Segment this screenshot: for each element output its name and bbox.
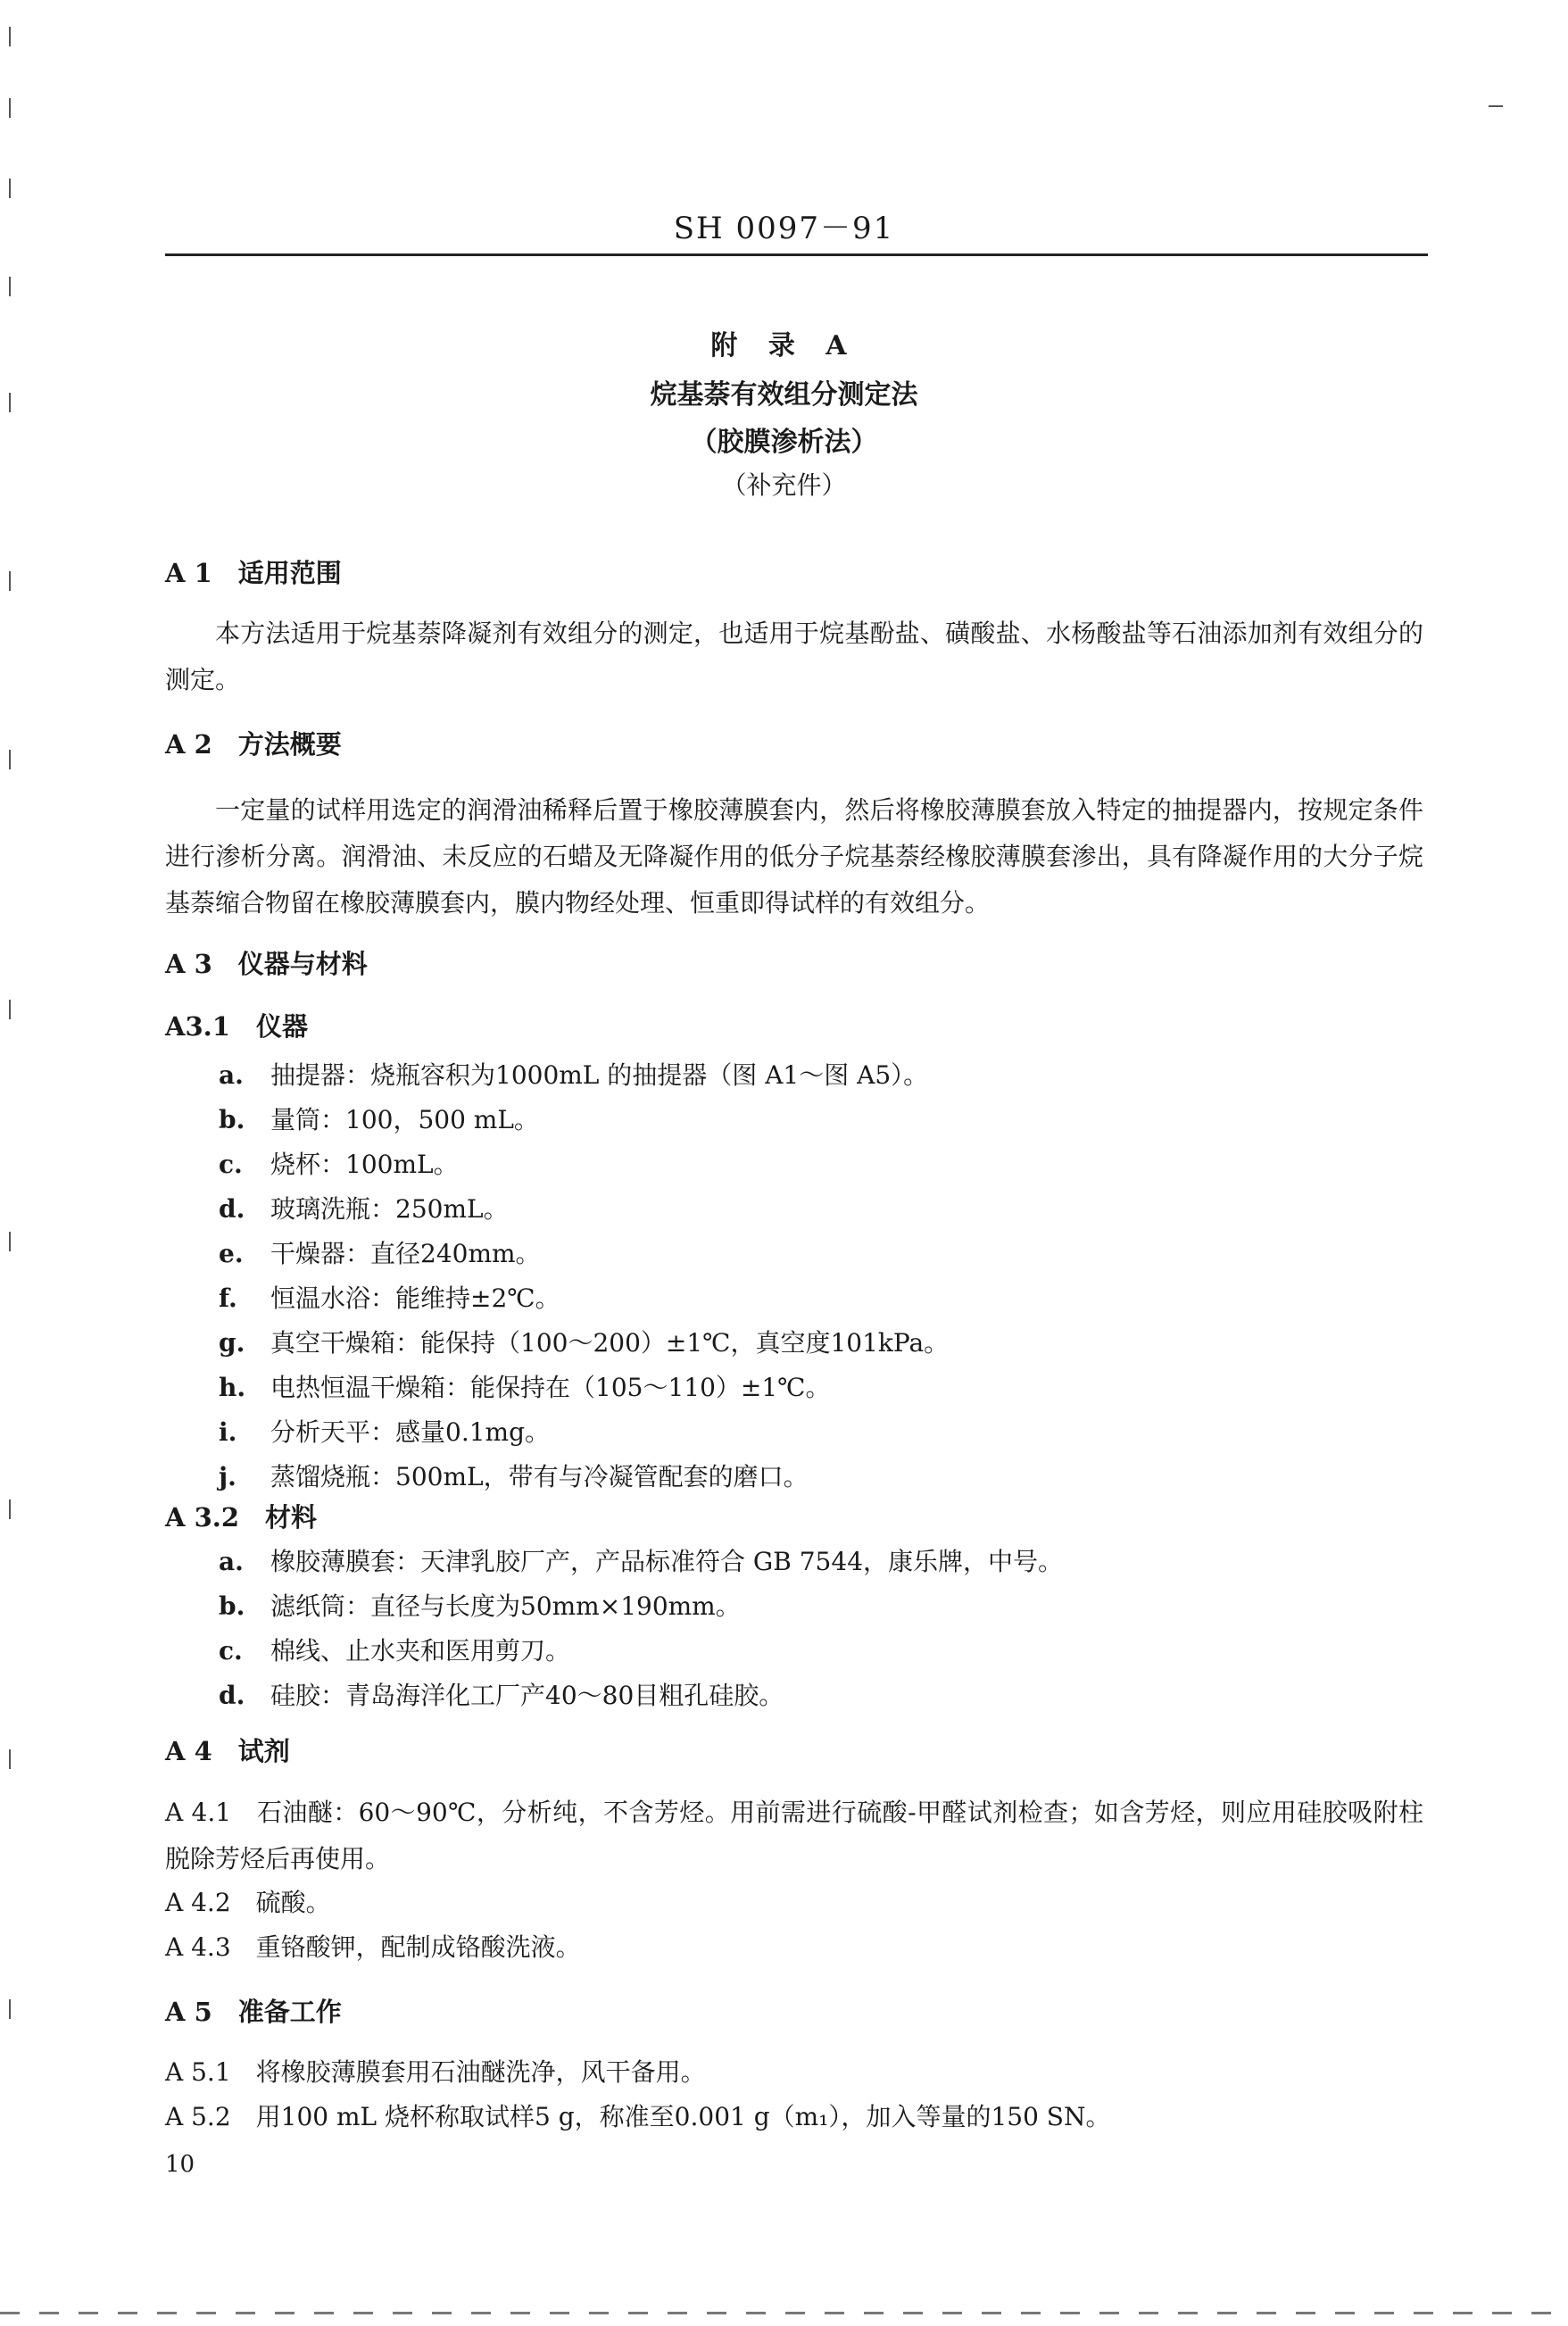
reagent-a43: A 4.3 重铬酸钾，配制成铬酸洗液。: [165, 1932, 581, 1962]
item-key: i.: [219, 1417, 237, 1447]
instrument-item: [219, 1368, 831, 1404]
section-a3-heading: A 3 仪器与材料: [165, 949, 368, 979]
scan-edge-mark: [9, 1749, 11, 1769]
item-key: g.: [219, 1328, 245, 1358]
material-item: [219, 1676, 784, 1712]
scan-edge-mark: [9, 98, 11, 118]
instrument-item: [219, 1279, 560, 1315]
item-key: h.: [219, 1373, 246, 1402]
section-a4-heading: A 4 试剂: [165, 1736, 290, 1766]
instrument-item: [219, 1190, 509, 1225]
instrument-item: [219, 1101, 539, 1136]
item-text: 干燥器：直径240mm。: [270, 1239, 541, 1268]
reagent-a41: A 4.1 石油醚：60～90℃，分析纯，不含芳烃。用前需进行硫酸-甲醛试剂检查；如含芳烃，则应用硅胶吸附柱脱除芳烃后再使用。: [165, 1798, 1423, 1873]
material-item: [219, 1542, 1063, 1578]
item-text: 棉线、止水夹和医用剪刀。: [270, 1636, 571, 1666]
item-key: d.: [219, 1681, 245, 1710]
section-a4-1: [165, 1790, 1423, 1882]
scan-edge-mark: [9, 179, 11, 198]
section-a2-body: [165, 787, 1423, 926]
appendix-title: 附 录 A: [710, 330, 858, 361]
standard-code-header: SH 0097－91: [673, 211, 895, 246]
item-text: 硅胶：青岛海洋化工厂产40～80目粗孔硅胶。: [270, 1681, 784, 1710]
scan-edge-mark: [9, 277, 11, 296]
main-title: 烷基萘有效组分测定法: [650, 379, 918, 411]
item-key: j.: [219, 1462, 236, 1491]
item-text: 蒸馏烧瓶：500mL，带有与冷凝管配套的磨口。: [270, 1462, 809, 1491]
scan-edge-mark: [1489, 105, 1503, 107]
item-text: 量筒：100，500 mL。: [270, 1105, 539, 1134]
method-subtitle: （胶膜渗析法）: [690, 427, 878, 458]
item-text: 恒温水浴：能维持±2℃。: [270, 1283, 560, 1313]
item-text: 橡胶薄膜套：天津乳胶厂产，产品标准符合 GB 7544，康乐牌，中号。: [270, 1547, 1064, 1576]
prep-a52: A 5.2 用100 mL 烧杯称取试样5 g，称准至0.001 g（m₁），加入等量的150 SN。: [165, 2102, 1111, 2131]
instrument-item: [219, 1413, 550, 1449]
page-number: 10: [165, 2151, 195, 2178]
instrument-item: [219, 1234, 541, 1270]
material-item: [219, 1587, 741, 1623]
prep-a51: A 5.1 将橡胶薄膜套用石油醚洗净，风干备用。: [165, 2057, 706, 2087]
scan-edge-mark: [9, 393, 11, 412]
item-key: b.: [219, 1591, 245, 1621]
supplement-note: （补充件）: [721, 470, 847, 500]
section-a5-heading: A 5 准备工作: [165, 1997, 342, 2027]
scan-edge-mark: [9, 27, 11, 46]
scan-edge-mark: [9, 750, 11, 769]
instrument-item: [219, 1458, 809, 1493]
item-key: c.: [219, 1150, 243, 1179]
material-item: [219, 1632, 570, 1667]
scan-edge-mark: [9, 571, 11, 591]
header-rule: [165, 253, 1428, 256]
item-key: d.: [219, 1194, 245, 1224]
instrument-item: [219, 1324, 949, 1359]
item-key: e.: [219, 1239, 244, 1268]
item-text: 分析天平：感量0.1mg。: [270, 1417, 551, 1447]
section-a32-heading: A 3.2 材料: [165, 1502, 318, 1533]
item-text: 抽提器：烧瓶容积为1000mL 的抽提器（图 A1～图 A5）。: [270, 1060, 929, 1090]
instrument-item: [219, 1145, 459, 1181]
reagent-a42: A 4.2 硫酸。: [165, 1888, 331, 1917]
item-text: 玻璃洗瓶：250mL。: [270, 1194, 509, 1224]
item-key: a.: [219, 1060, 244, 1090]
section-a1-heading: A 1 适用范围: [165, 558, 342, 588]
item-key: f.: [219, 1283, 237, 1313]
section-a1-body: [165, 611, 1423, 703]
section-a31-heading: A3.1 仪器: [165, 1011, 308, 1042]
scan-edge-mark: [9, 1499, 11, 1519]
scan-edge-mark: [9, 1232, 11, 1251]
scan-edge-mark: [9, 1000, 11, 1019]
scan-bottom-dashes: [0, 2312, 1568, 2314]
section-a2-heading: A 2 方法概要: [165, 729, 342, 760]
item-key: c.: [219, 1636, 243, 1666]
item-text: 真空干燥箱：能保持（100～200）±1℃，真空度101kPa。: [270, 1328, 950, 1358]
item-key: b.: [219, 1105, 245, 1134]
item-key: a.: [219, 1547, 244, 1576]
item-text: 滤纸筒：直径与长度为50mm×190mm。: [270, 1591, 741, 1621]
item-text: 烧杯：100mL。: [270, 1150, 459, 1179]
section-a2-text: 一定量的试样用选定的润滑油稀释后置于橡胶薄膜套内，然后将橡胶薄膜套放入特定的抽提器内，按规定条件进行渗析分离。润滑油、未反应的石蜡及无降凝作用的低分子烷基萘经橡胶薄膜套渗出，具有降凝作用的大分子烷基萘缩合物留在橡胶薄膜套内，膜内物经处理、恒重即得试样的有效组分。: [165, 795, 1423, 918]
instrument-item: [219, 1056, 928, 1092]
section-a1-text: 本方法适用于烷基萘降凝剂有效组分的测定，也适用于烷基酚盐、磺酸盐、水杨酸盐等石油添加剂有效组分的测定。: [165, 619, 1423, 694]
scan-edge-mark: [9, 1999, 11, 2019]
item-text: 电热恒温干燥箱：能保持在（105～110）±1℃。: [270, 1373, 831, 1402]
